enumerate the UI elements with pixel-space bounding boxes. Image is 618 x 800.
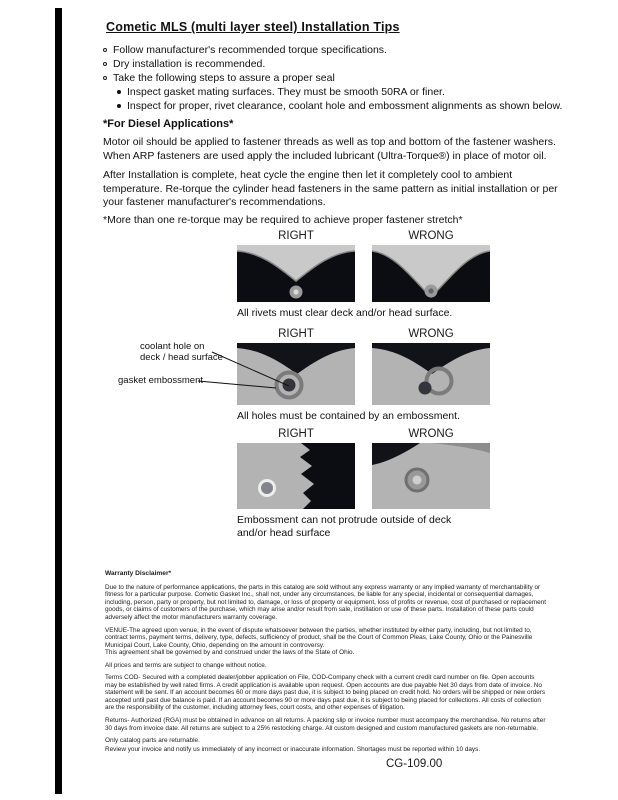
dot-bullet-icon xyxy=(117,90,121,94)
list-item xyxy=(103,58,575,70)
warranty-paragraph: All prices and terms are subject to change without notice. xyxy=(105,661,267,669)
warranty-paragraph: Only catalog parts are returnable. xyxy=(105,737,200,745)
figure-labels xyxy=(237,230,490,242)
diesel-heading: *For Diesel Applications* xyxy=(103,118,234,130)
caption-line: and/or head surface xyxy=(237,527,331,540)
wrong-label: WRONG xyxy=(408,328,454,340)
figure-caption: All holes must be contained by an embossment. xyxy=(237,410,460,422)
page-title: Cometic MLS (multi layer steel) Installation Tips xyxy=(106,20,400,34)
tip-text: Inspect for proper, rivet clearance, coolant hole and embossment alignments as shown below. xyxy=(127,100,563,113)
wrong-label: WRONG xyxy=(408,230,454,242)
diesel-paragraph-2: After Installation is complete, heat cycle the engine then let it completely cool to ambient temperature. Re-torque the cylinder head fasteners in the same pattern as initial installation or per your fastener manufacturer's recommendations. xyxy=(103,169,558,209)
list-item xyxy=(117,86,575,98)
page-number: CG-109.00 xyxy=(386,758,443,770)
tip-text: Dry installation is recommended. xyxy=(113,58,266,71)
figure-caption xyxy=(237,514,490,540)
list-item xyxy=(117,100,575,112)
callout-text: deck / head surface xyxy=(140,352,223,364)
protrusion-wrong-image xyxy=(372,443,490,509)
warranty-heading: Warranty Disclaimer* xyxy=(105,570,172,577)
list-item xyxy=(103,44,575,56)
spine-bar xyxy=(55,8,62,794)
callout-pointer-lines xyxy=(196,347,306,397)
right-label: RIGHT xyxy=(278,428,314,440)
circle-bullet-icon xyxy=(103,62,107,66)
list-item xyxy=(103,72,575,84)
warranty-paragraph: This agreement shall be governed by and construed under the laws of the State of Ohio. xyxy=(105,649,355,657)
warranty-paragraph: Review your invoice and notify us immediately of any incorrect or inaccurate information. Shortages must be reported within 10 days. xyxy=(105,746,481,754)
diesel-paragraph-1: Motor oil should be applied to fastener threads as well as top and bottom of the fastener washers. When ARP fasteners are used apply the included lubricant (Ultra-Torque®) in place of motor oil. xyxy=(103,136,556,162)
right-label: RIGHT xyxy=(278,230,314,242)
figure-protrusion xyxy=(237,428,490,540)
callout-text: coolant hole on xyxy=(140,341,205,352)
warranty-paragraph: Terms COD- Secured with a completed dealer/jobber application on File, COD-Company check with a current credit card number on file. Open accounts may be established by well rated firms. A credit application is available upon request. Open accounts are due payable Net 30 days from date of invoice. No statement will be sent. If an account becomes 60 or more days past due, it is subject to being placed on credit hold. No orders will be shipped or new orders accepted until past due balance is paid. If an account becomes 90 or more days past due, it is subject to being placed for collections. All costs of collection are the responsibility of the customer, including attorney fees, court costs, and other expenses of litigation. xyxy=(105,674,546,712)
rivet-right-image xyxy=(237,245,355,302)
warranty-paragraph: VENUE-The agreed upon venue, in the event of dispute whatsoever between the parties, whether instituted by either party, including, but not limited to, contract terms, payment terms, delivery, type, defects, sufficiency of product, shall be the Court of Common Pleas, Lake County, Ohio or the Painesville Municipal Court, Lake County, Ohio, depending on the amount in controversy. xyxy=(105,626,533,649)
embossment-wrong-image xyxy=(372,343,490,405)
tip-text: Take the following steps to assure a proper seal xyxy=(113,72,335,85)
figure-rivets xyxy=(237,230,490,320)
circle-bullet-icon xyxy=(103,48,107,52)
figure-caption: All rivets must clear deck and/or head surface. xyxy=(237,307,453,319)
figure-labels xyxy=(237,428,490,440)
rivet-wrong-image xyxy=(372,245,490,302)
tip-text: Inspect gasket mating surfaces. They must be smooth 50RA or finer. xyxy=(127,86,445,99)
circle-bullet-icon xyxy=(103,76,107,80)
figure-panels xyxy=(237,443,490,509)
warranty-section xyxy=(105,570,547,759)
right-label: RIGHT xyxy=(278,328,314,340)
figure-labels xyxy=(237,328,490,340)
warranty-paragraph: Due to the nature of performance applications, the parts in this catalog are sold without any express warranty or any implied warranty of merchantability or fitness for a particular purpose. Cometic Gasket Inc., shall not, under any circumstances, be liable for any special, incidental or consequential damages, including, person, party or property, but not limited to, damage, or loss of property or equipment, loss of profits or revenue, cost of purchased or replacement goods, or claims of customers of the purchase, which may arise and/or result from sale, instillation or use of these parts. Installation of these parts could adversely affect the motor manufacturers warranty coverage. xyxy=(105,583,547,621)
warranty-paragraph: Returns- Authorized (RGA) must be obtained in advance on all returns. A packing slip or invoice number must accompany the merchandise. No returns after 30 days from invoice date. All returns are subject to a 25% restocking charge. All custom designed and custom manufactured gaskets are non-returnable. xyxy=(105,716,546,732)
dot-bullet-icon xyxy=(117,104,121,108)
figure-panels xyxy=(237,245,490,302)
wrong-label: WRONG xyxy=(408,428,454,440)
tip-text: Follow manufacturer's recommended torque specifications. xyxy=(113,44,387,56)
retorque-note: *More than one re-torque may be required to achieve proper fastener stretch* xyxy=(103,214,463,226)
tips-list xyxy=(103,44,575,114)
protrusion-right-image xyxy=(237,443,355,509)
gasket-embossment-callout: gasket embossment xyxy=(118,375,204,386)
caption-line: Embossment can not protrude outside of deck xyxy=(237,514,452,526)
